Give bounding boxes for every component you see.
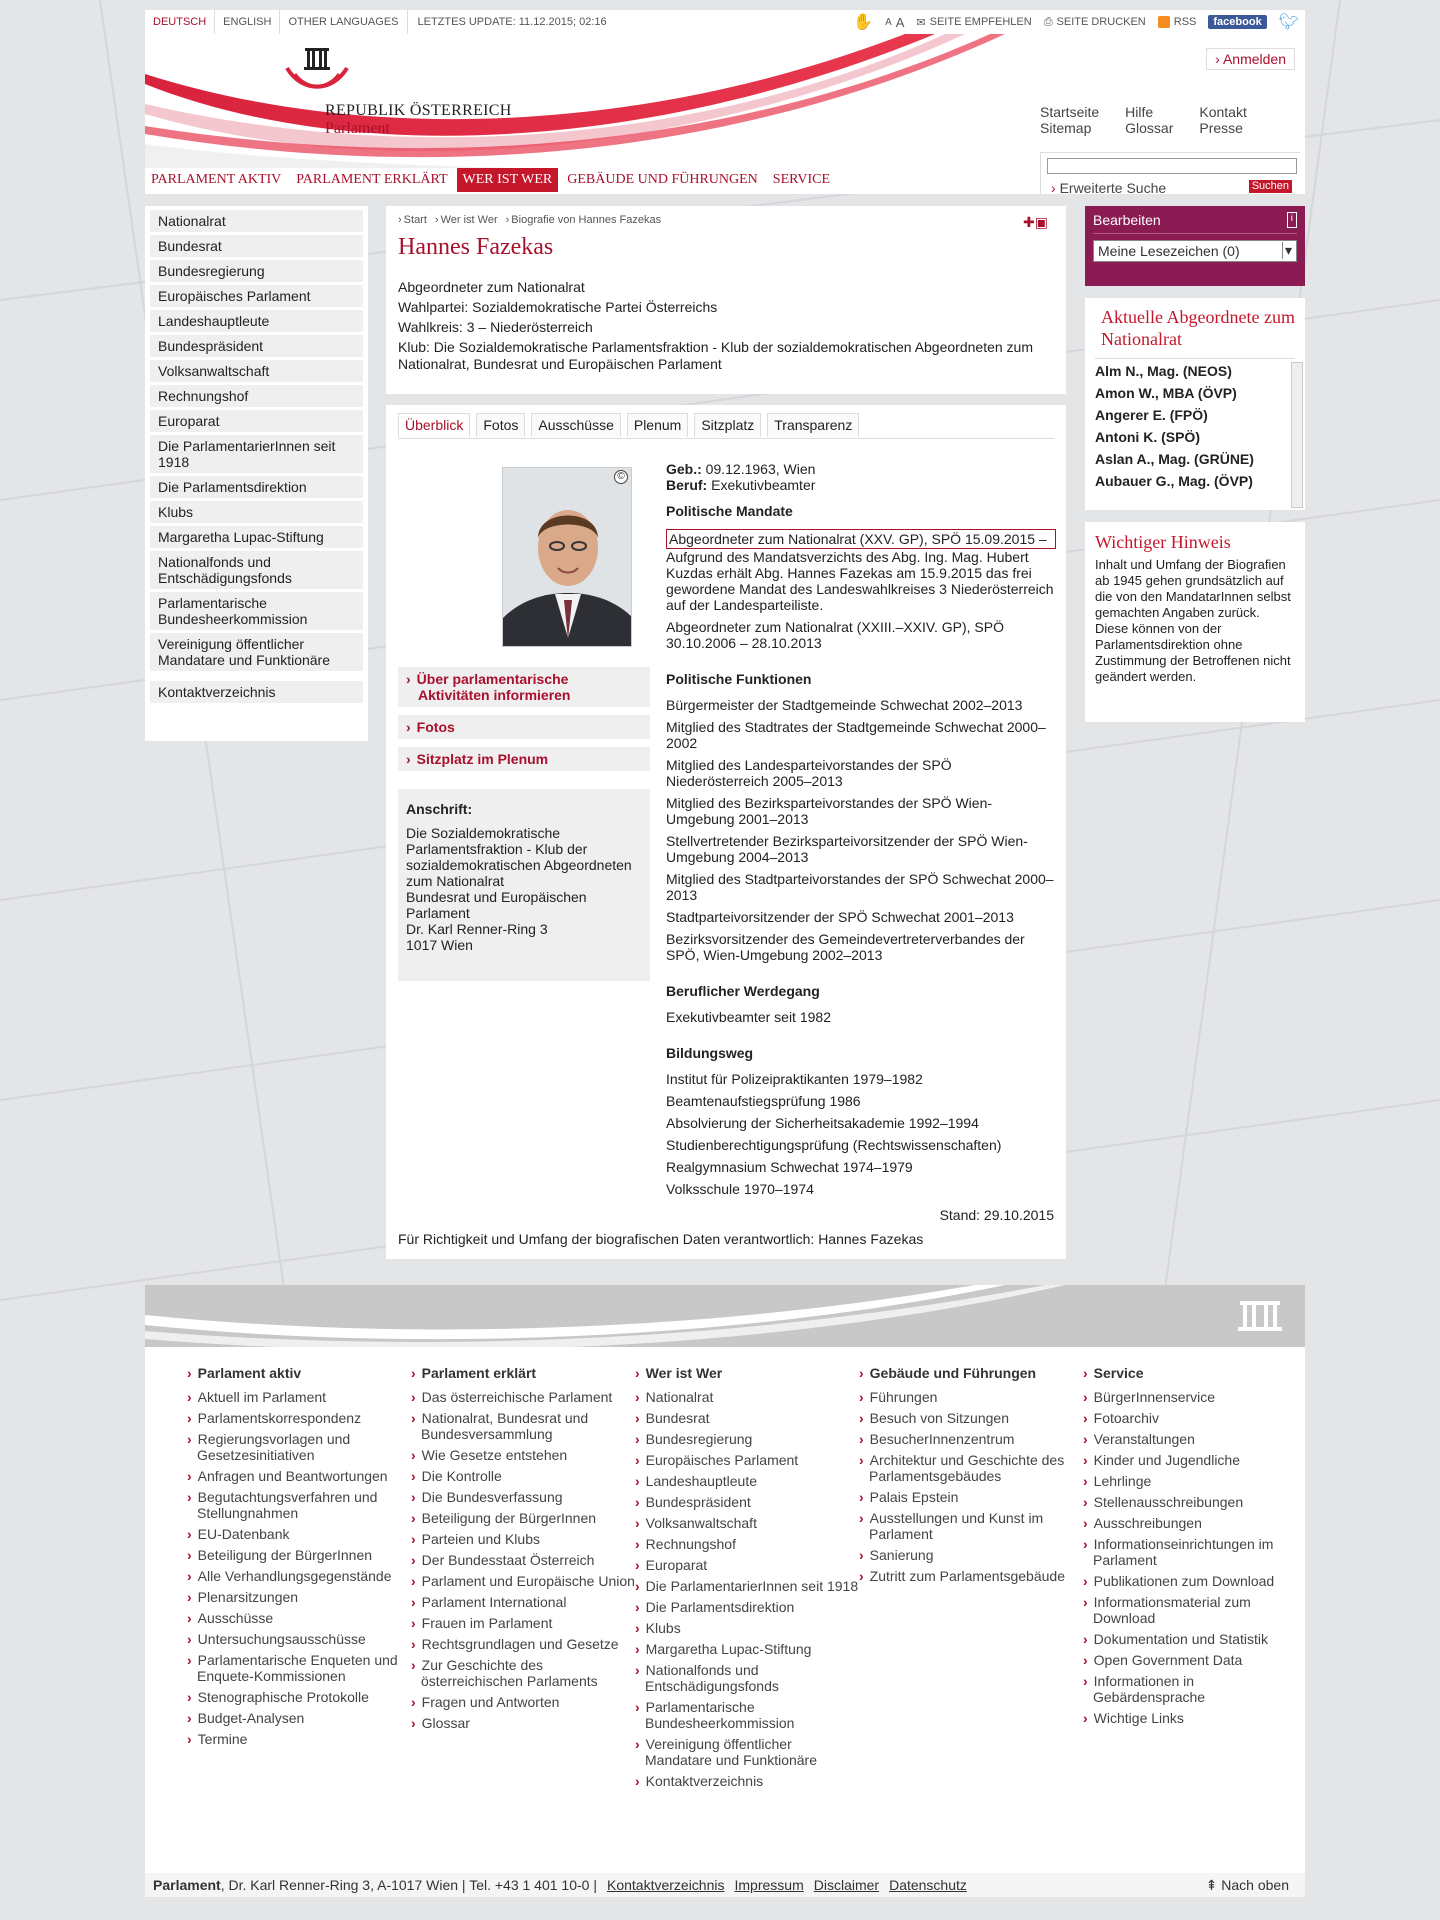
sidebar-item[interactable]: Bundesrat xyxy=(150,235,363,257)
footer-link[interactable]: › Der Bundesstaat Österreich xyxy=(421,1552,635,1568)
search-input[interactable] xyxy=(1047,158,1297,174)
footer-link[interactable]: › Kinder und Jugendliche xyxy=(1093,1452,1307,1468)
facebook-link[interactable]: facebook xyxy=(1208,15,1266,29)
current-mandate: Abgeordneter zum Nationalrat (XXV. GP), SPÖ 15.09.2015 – xyxy=(666,529,1056,549)
link-kontakt[interactable]: Kontakt xyxy=(1199,104,1247,120)
footer-link[interactable]: › Begutachtungsverfahren und Stellungnahmen xyxy=(197,1489,411,1521)
footer-link[interactable]: › Das österreichische Parlament xyxy=(421,1389,635,1405)
footer-link[interactable]: › Rechnungshof xyxy=(645,1536,859,1552)
link-sitemap[interactable]: Sitemap xyxy=(1040,120,1092,136)
footer-link[interactable]: › Zur Geschichte des österreichischen Parlaments xyxy=(421,1657,635,1689)
footer-link[interactable]: › Architektur und Geschichte des Parlamentsgebäudes xyxy=(869,1452,1083,1484)
biography-header xyxy=(386,206,1066,394)
footer-link[interactable]: › Dokumentation und Statistik xyxy=(1093,1631,1307,1647)
nav-parlament-erklaert[interactable]: PARLAMENT ERKLÄRT xyxy=(296,172,448,187)
footer-link[interactable]: › Untersuchungsausschüsse xyxy=(197,1631,411,1647)
sidebar-item[interactable]: Vereinigung öffentlicher Mandatare und Funktionäre xyxy=(150,633,363,671)
arrow-up-icon: ⇞ xyxy=(1205,1876,1218,1893)
footer-link[interactable]: › Führungen xyxy=(869,1389,1083,1405)
footer-link[interactable]: › Sanierung xyxy=(869,1547,1083,1563)
footer-link[interactable]: › Fragen und Antworten xyxy=(421,1694,635,1710)
footer-link[interactable]: › Margaretha Lupac-Stiftung xyxy=(645,1641,859,1657)
footer-link[interactable]: › Vereinigung öffentlicher Mandatare und Funktionäre xyxy=(645,1736,859,1768)
sidebar-item[interactable]: Die Parlamentsdirektion xyxy=(150,476,363,498)
left-sidebar-nav xyxy=(145,206,368,741)
sidebar-item[interactable]: Kontaktverzeichnis xyxy=(150,681,363,703)
activity-links xyxy=(398,667,650,779)
sidebar-item[interactable]: Margaretha Lupac-Stiftung xyxy=(150,526,363,548)
footer-link[interactable]: › Stenographische Protokolle xyxy=(197,1689,411,1705)
footer-link[interactable]: › Alle Verhandlungsgegenstände xyxy=(197,1568,411,1584)
as-of-date: Stand: 29.10.2015 xyxy=(939,1207,1054,1223)
footer-link[interactable]: › Ausschüsse xyxy=(197,1610,411,1626)
important-notice xyxy=(1085,522,1305,722)
link-seat-plenum[interactable]: › Sitzplatz im Plenum xyxy=(398,747,650,771)
list-item[interactable]: Aslan A., Mag. (GRÜNE) xyxy=(1095,451,1254,467)
font-size-small-button[interactable]: A xyxy=(885,16,892,28)
footer-col-parlament-erklaert xyxy=(411,1365,635,1794)
link-parliamentary-activities[interactable]: › Über parlamentarische Aktivitäten informieren xyxy=(398,667,650,707)
site-logo-text[interactable]: REPUBLIK ÖSTERREICH Parlament xyxy=(325,102,512,137)
section-funktionen-title: Politische Funktionen xyxy=(666,671,812,687)
biography-tabs xyxy=(398,413,1054,439)
tab-plenum[interactable]: Plenum xyxy=(627,413,688,437)
rss-icon xyxy=(1158,16,1170,28)
footer-link[interactable]: › Ausschreibungen xyxy=(1093,1515,1307,1531)
footer-link[interactable]: › Regierungsvorlagen und Gesetzesinitiativen xyxy=(197,1431,411,1463)
tab-transparenz[interactable]: Transparenz xyxy=(767,413,859,437)
footer-col-gebaeude xyxy=(859,1365,1083,1794)
link-presse[interactable]: Presse xyxy=(1199,120,1243,136)
footer-link[interactable]: › Parteien und Klubs xyxy=(421,1531,635,1547)
current-mps-list xyxy=(1095,358,1295,504)
language-english[interactable]: ENGLISH xyxy=(215,10,280,34)
link-glossar[interactable]: Glossar xyxy=(1125,120,1174,136)
footer-link[interactable]: › Open Government Data xyxy=(1093,1652,1307,1668)
footer-link[interactable]: › Beteiligung der BürgerInnen xyxy=(197,1547,411,1563)
biography-details: Geb.: 09.12.1963, Wien Beruf: Exekutivbeamter Politische Mandate Abgeordneter zum Nationalrat (XXV. GP), SPÖ 15.09.2015 – Aufgrund des Mandatsverzichts des Abg. Ing. Mag. Hubert Kuzdas erhält Abg. Hannes Fazekas am 15.9.2015 das frei gewordene Mandat des Landeswahlkreises 3 Niederösterreich auf der Landesparteiliste. Abgeordneter zum Nationalrat (XXIII.–XXIV. GP), SPÖ 30.10.2006 – 28.10.2013 Politische Funktionen Bürgermeister der Stadtgemeinde Schwechat 2002–2013 Mitglied des Stadtrates der Stadtgemeinde Schwechat 2000–2002 Mitglied des Landesparteivorstandes der SPÖ Niederösterreich 2005–2013 Mitglied des Bezirksparteivorstandes der SPÖ Wien-Umgebung 2001–2013 Stellvertretender Bezirksparteivorsitzender der SPÖ Wien-Umgebung 2004–2013 Mitglied des Stadtparteivorstandes der SPÖ Schwechat 2000–2013 Stadtparteivorsitzender der SPÖ Schwechat 2001–2013 Bezirksvorsitzender des Gemeindevertreterverbandes der SPÖ, Wien-Umgebung 2002–2013 Beruflicher Werdegang Exekutivbeamter seit 1982 Bildungsweg Institut für Polizeipraktikanten 1979–1982 Beamtenaufstiegsprüfung 1986 Absolvierung der Sicherheitsakademie 1992–1994 Studienberechtigungsprüfung (Rechtswissenschaften) Realgymnasium Schwechat 1974–1979 Volksschule 1970–1974 xyxy=(666,461,1056,1203)
footer-link[interactable]: › Beteiligung der BürgerInnen xyxy=(421,1510,635,1526)
footer-link[interactable]: › Zutritt zum Parlamentsgebäude xyxy=(869,1568,1083,1584)
service-links xyxy=(1040,104,1247,136)
footer-link[interactable]: › Parlamentarische Enqueten und Enquete-Kommissionen xyxy=(197,1652,411,1684)
footer-link[interactable]: › Informationsmaterial zum Download xyxy=(1093,1594,1307,1626)
language-other[interactable]: OTHER LANGUAGES xyxy=(280,10,407,34)
sidebar-item[interactable]: Die ParlamentarierInnen seit 1918 xyxy=(150,435,363,473)
section-bildung-title: Bildungsweg xyxy=(666,1045,754,1061)
footer-link[interactable]: › Nationalrat xyxy=(645,1389,859,1405)
footer-link[interactable]: › Veranstaltungen xyxy=(1093,1431,1307,1447)
search-button[interactable]: Suchen xyxy=(1249,180,1292,193)
breadcrumb-start[interactable]: › Start xyxy=(398,214,427,226)
biography-content xyxy=(386,405,1066,1259)
footer-link[interactable]: › Die ParlamentarierInnen seit 1918 xyxy=(645,1578,859,1594)
footer-link[interactable]: › Bundesregierung xyxy=(645,1431,859,1447)
footer-link[interactable]: › Die Kontrolle xyxy=(421,1468,635,1484)
address-box: Anschrift: Die Sozialdemokratische Parlamentsfraktion - Klub der sozialdemokratischen Abgeordneten zum Nationalrat Bundesrat und Europäischen Parlament Dr. Karl Renner-Ring 3 1017 Wien xyxy=(398,789,650,981)
footer-link[interactable]: › Landeshauptleute xyxy=(645,1473,859,1489)
footer-link-kontaktverzeichnis[interactable]: Kontaktverzeichnis xyxy=(606,1877,725,1893)
top-utility-bar xyxy=(145,10,1305,34)
footer-link[interactable]: › EU-Datenbank xyxy=(197,1526,411,1542)
footer-link-datenschutz[interactable]: Datenschutz xyxy=(889,1877,967,1893)
footer-link[interactable]: › Parlamentarische Bundesheerkommission xyxy=(645,1699,859,1731)
advanced-search-link[interactable]: › Erweiterte Suche xyxy=(1051,180,1167,196)
back-to-top-link[interactable]: ⇞ Nach oben xyxy=(1205,1876,1289,1893)
footer-link[interactable]: › BesucherInnenzentrum xyxy=(869,1431,1083,1447)
sidebar-item[interactable]: Bundespräsident xyxy=(150,335,363,357)
section-beruf-title: Beruflicher Werdegang xyxy=(666,983,820,999)
sidebar-item[interactable]: Landeshauptleute xyxy=(150,310,363,332)
breadcrumb xyxy=(398,214,1054,226)
print-link[interactable]: ⎙ SEITE DRUCKEN xyxy=(1043,15,1146,28)
current-mps-title: Aktuelle Abgeordnete zum Nationalrat xyxy=(1101,307,1295,349)
sidebar-item[interactable]: Nationalfonds und Entschädigungsfonds xyxy=(150,551,363,589)
nav-wer-ist-wer[interactable]: WER IST WER xyxy=(457,168,559,192)
link-startseite[interactable]: Startseite xyxy=(1040,104,1100,120)
footer-column-title[interactable]: › Parlament erklärt xyxy=(411,1365,635,1381)
site-footer xyxy=(145,1285,1305,1895)
footer-link[interactable]: › Europarat xyxy=(645,1557,859,1573)
page-title: Hannes Fazekas xyxy=(398,234,554,260)
footer-column-title[interactable]: › Wer ist Wer xyxy=(635,1365,859,1381)
footer-col-wer-ist-wer xyxy=(635,1365,859,1794)
nav-service[interactable]: SERVICE xyxy=(772,172,831,187)
recommend-link[interactable]: ✉ SEITE EMPFEHLEN xyxy=(916,16,1032,29)
last-update: LETZTES UPDATE: 11.12.2015; 02:16 xyxy=(417,16,607,28)
section-mandate-title: Politische Mandate xyxy=(666,503,793,519)
footer-link[interactable]: › Parlament International xyxy=(421,1594,635,1610)
font-size-large-button[interactable]: A xyxy=(895,14,905,30)
twitter-icon[interactable]: 🐦︎ xyxy=(1278,14,1299,31)
footer-column-title[interactable]: › Gebäude und Führungen xyxy=(859,1365,1083,1381)
login-button[interactable]: › Anmelden xyxy=(1206,48,1295,70)
mail-icon: ✉ xyxy=(916,16,926,29)
footer-link[interactable]: › Termine xyxy=(197,1731,411,1747)
current-mps-box xyxy=(1085,298,1305,510)
footer-link[interactable]: › Parlamentskorrespondenz xyxy=(197,1410,411,1426)
list-item[interactable]: Amon W., MBA (ÖVP) xyxy=(1095,385,1237,401)
portrait-photo xyxy=(502,467,632,647)
notice-title: Wichtiger Hinweis xyxy=(1095,532,1231,552)
sidebar-item[interactable]: Bundesregierung xyxy=(150,260,363,282)
notice-body: Inhalt und Umfang der Biografien ab 1945 gehen grundsätzlich auf die von den MandatarInnen selbst gemachten Angaben zurück. Diese können von der Parlamentsdirektion ohne Zustimmung der Betroffenen nicht geändert werden. xyxy=(1095,557,1291,684)
footer-link[interactable]: › Nationalfonds und Entschädigungsfonds xyxy=(645,1662,859,1694)
footer-address: Parlament, Dr. Karl Renner-Ring 3, A-1017 Wien | Tel. +43 1 401 10-0 | xyxy=(153,1877,597,1893)
sidebar-item[interactable]: Parlamentarische Bundesheerkommission xyxy=(150,592,363,630)
footer-col-service xyxy=(1083,1365,1307,1794)
footer-banner-graphic xyxy=(145,1285,1305,1347)
add-bookmark-icon[interactable]: ✚▣ xyxy=(1023,214,1048,230)
link-photos[interactable]: › Fotos xyxy=(398,715,650,739)
list-item[interactable]: Angerer E. (FPÖ) xyxy=(1095,407,1208,423)
breadcrumb-current: › Biografie von Hannes Fazekas xyxy=(506,214,661,226)
footer-link-impressum[interactable]: Impressum xyxy=(734,1877,804,1893)
footer-link[interactable]: › Besuch von Sitzungen xyxy=(869,1410,1083,1426)
footer-link[interactable]: › Palais Epstein xyxy=(869,1489,1083,1505)
language-deutsch[interactable]: DEUTSCH xyxy=(145,10,215,34)
sidebar-item[interactable]: Europäisches Parlament xyxy=(150,285,363,307)
footer-link[interactable]: › Parlament und Europäische Union xyxy=(421,1573,635,1589)
footer-link[interactable]: › Lehrlinge xyxy=(1093,1473,1307,1489)
tab-fotos[interactable]: Fotos xyxy=(476,413,525,437)
footer-column-title[interactable]: › Parlament aktiv xyxy=(187,1365,411,1381)
footer-link[interactable]: › Bundespräsident xyxy=(645,1494,859,1510)
footer-link[interactable]: › Nationalrat, Bundesrat und Bundesversammlung xyxy=(421,1410,635,1442)
search-box xyxy=(1040,152,1300,194)
footer-link[interactable]: › Rechtsgrundlagen und Gesetze xyxy=(421,1636,635,1652)
tab-ueberblick[interactable]: Überblick xyxy=(398,413,470,437)
footer-link[interactable]: › Bundesrat xyxy=(645,1410,859,1426)
footer-link[interactable]: › Stellenausschreibungen xyxy=(1093,1494,1307,1510)
footer-link[interactable]: › Europäisches Parlament xyxy=(645,1452,859,1468)
list-item[interactable]: Aubauer G., Mag. (ÖVP) xyxy=(1095,473,1253,489)
sidebar-item[interactable]: Europarat xyxy=(150,410,363,432)
parliament-logo-icon xyxy=(277,38,357,98)
footer-link[interactable]: › BürgerInnenservice xyxy=(1093,1389,1307,1405)
footer-link[interactable]: › Wichtige Links xyxy=(1093,1710,1307,1726)
footer-link[interactable]: › Volksanwaltschaft xyxy=(645,1515,859,1531)
footer-link[interactable]: › Informationseinrichtungen im Parlament xyxy=(1093,1536,1307,1568)
footer-link[interactable]: › Frauen im Parlament xyxy=(421,1615,635,1631)
sidebar-item[interactable]: Nationalrat xyxy=(150,210,363,232)
footer-link[interactable]: › Fotoarchiv xyxy=(1093,1410,1307,1426)
list-item[interactable]: Alm N., Mag. (NEOS) xyxy=(1095,363,1232,379)
footer-link[interactable]: › Die Bundesverfassung xyxy=(421,1489,635,1505)
footer-bottom-bar xyxy=(145,1873,1305,1897)
sign-language-icon[interactable]: ✋ xyxy=(853,14,874,31)
breadcrumb-wer-ist-wer[interactable]: › Wer ist Wer xyxy=(435,214,498,226)
mps-scrollbar[interactable] xyxy=(1291,362,1303,508)
sidebar-item[interactable]: Klubs xyxy=(150,501,363,523)
footer-link[interactable]: › Kontaktverzeichnis xyxy=(645,1773,859,1789)
edit-box xyxy=(1085,206,1305,286)
footer-link[interactable]: › Budget-Analysen xyxy=(197,1710,411,1726)
footer-link[interactable]: › Aktuell im Parlament xyxy=(197,1389,411,1405)
responsibility-note: Für Richtigkeit und Umfang der biografischen Daten verantwortlich: Hannes Fazekas xyxy=(398,1231,924,1247)
footer-link[interactable]: › Informationen in Gebärdensprache xyxy=(1093,1673,1307,1705)
tab-ausschuesse[interactable]: Ausschüsse xyxy=(531,413,620,437)
footer-link[interactable]: › Plenarsitzungen xyxy=(197,1589,411,1605)
main-navigation xyxy=(145,168,839,192)
edit-title: Bearbeiten xyxy=(1093,212,1161,228)
copyright-icon[interactable]: © xyxy=(614,470,628,484)
nav-gebaeude[interactable]: GEBÄUDE UND FÜHRUNGEN xyxy=(567,172,758,187)
footer-link[interactable]: › Wie Gesetze entstehen xyxy=(421,1447,635,1463)
tab-sitzplatz[interactable]: Sitzplatz xyxy=(694,413,761,437)
sidebar-item[interactable]: Volksanwaltschaft xyxy=(150,360,363,382)
info-icon[interactable]: i xyxy=(1287,212,1297,228)
footer-link[interactable]: › Anfragen und Beantwortungen xyxy=(197,1468,411,1484)
printer-icon: ⎙ xyxy=(1043,15,1053,28)
footer-link[interactable]: › Publikationen zum Download xyxy=(1093,1573,1307,1589)
footer-col-parlament-aktiv xyxy=(187,1365,411,1794)
rss-link[interactable]: RSS xyxy=(1158,16,1197,28)
list-item[interactable]: Antoni K. (SPÖ) xyxy=(1095,429,1200,445)
footer-link[interactable]: › Klubs xyxy=(645,1620,859,1636)
footer-link[interactable]: › Glossar xyxy=(421,1715,635,1731)
footer-link-disclaimer[interactable]: Disclaimer xyxy=(813,1877,880,1893)
intro-text: Abgeordneter zum Nationalrat Wahlpartei: Sozialdemokratische Partei Österreichs Wahlkreis: 3 – Niederösterreich Klub: Die Sozialdemokratische Parlamentsfraktion - Klub der sozialdemokratischen Abgeordneten zum Nationalrat, Bundesrat und Europäischen Parlament xyxy=(398,279,1033,372)
footer-link[interactable]: › Ausstellungen und Kunst im Parlament xyxy=(869,1510,1083,1542)
footer-columns xyxy=(187,1365,1307,1794)
nav-parlament-aktiv[interactable]: PARLAMENT AKTIV xyxy=(151,172,282,187)
sidebar-item[interactable]: Rechnungshof xyxy=(150,385,363,407)
bookmarks-select[interactable]: Meine Lesezeichen (0) ▾ xyxy=(1093,240,1297,262)
link-hilfe[interactable]: Hilfe xyxy=(1125,104,1154,120)
footer-column-title[interactable]: › Service xyxy=(1083,1365,1307,1381)
footer-link[interactable]: › Die Parlamentsdirektion xyxy=(645,1599,859,1615)
